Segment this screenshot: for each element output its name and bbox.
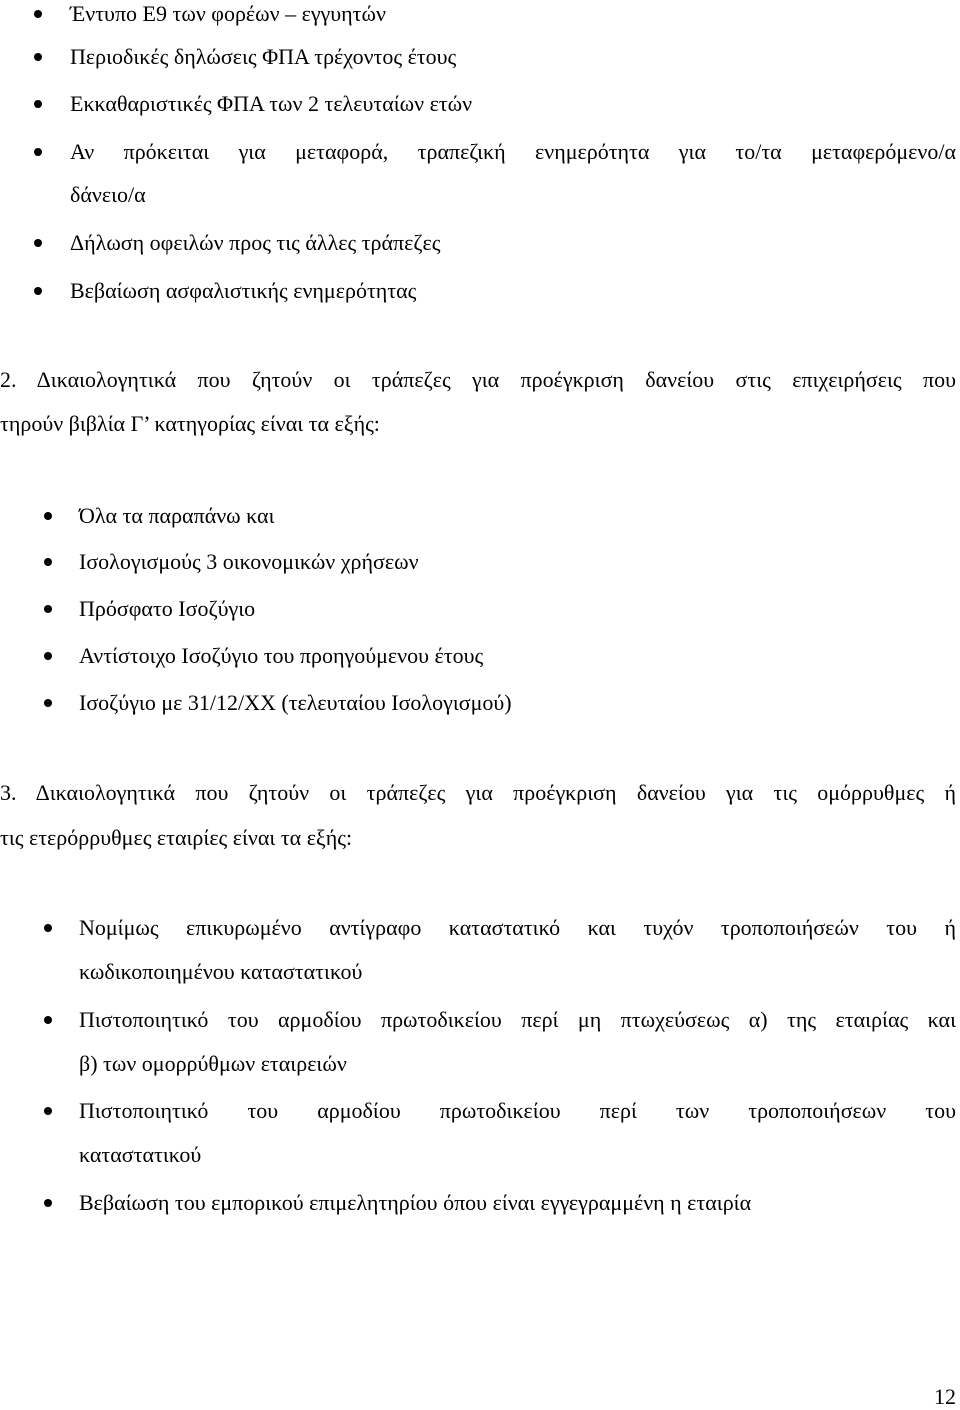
list-item: Πρόσφατο Ισοζύγιο <box>79 596 256 621</box>
bullet-icon <box>44 605 52 613</box>
list-item-continuation: κωδικοποιημένου καταστατικού <box>79 959 363 984</box>
list-item: Βεβαίωση ασφαλιστικής ενημερότητας <box>70 278 417 303</box>
bullet-icon <box>44 1107 52 1115</box>
list-item-line: Αν πρόκειται για μεταφορά, τραπεζική ενημερότητα για το/τα μεταφερόμενο/α <box>70 139 956 164</box>
list-item <box>79 1097 956 1125</box>
list-item <box>79 914 956 942</box>
list-item: Ισολογισμούς 3 οικονομικών χρήσεων <box>79 549 419 574</box>
section-3-line-2: τις ετερόρρυθμες εταιρίες είναι τα εξής: <box>0 825 353 850</box>
bullet-icon <box>44 1016 52 1024</box>
section-3-line-1: 3. Δικαιολογητικά που ζητούν οι τράπεζες για προέγκριση δανείου για τις ομόρρυθμες ή <box>0 780 956 805</box>
page-number: 12 <box>934 1384 956 1409</box>
list-item: Έντυπο Ε9 των φορέων – εγγυητών <box>70 1 386 26</box>
list-item: Εκκαθαριστικές ΦΠΑ των 2 τελευταίων ετών <box>70 91 473 116</box>
list-item-line: Πιστοποιητικό του αρμοδίου πρωτοδικείου περί μη πτωχεύσεως α) της εταιρίας και <box>79 1007 956 1032</box>
list-item: Αντίστοιχο Ισοζύγιο του προηγούμενου έτους <box>79 643 484 668</box>
list-item: Περιοδικές δηλώσεις ΦΠΑ τρέχοντος έτους <box>70 44 457 69</box>
bullet-icon <box>44 699 52 707</box>
list-item-line: Νομίμως επικυρωμένο αντίγραφο καταστατικό και τυχόν τροποποιήσεών του ή <box>79 915 956 940</box>
bullet-icon <box>34 10 42 18</box>
section-3-paragraph <box>0 779 956 807</box>
bullet-icon <box>34 239 42 247</box>
list-item-continuation: καταστατικού <box>79 1142 202 1167</box>
section-2-line-2: τηρούν βιβλία Γ’ κατηγορίας είναι τα εξής: <box>0 411 380 436</box>
bullet-icon <box>34 148 42 156</box>
list-item: Δήλωση οφειλών προς τις άλλες τράπεζες <box>70 230 441 255</box>
bullet-icon <box>44 652 52 660</box>
list-item-continuation: δάνειο/α <box>70 182 146 207</box>
list-item-continuation: β) των ομορρύθμων εταιρειών <box>79 1051 347 1076</box>
bullet-icon <box>44 512 52 520</box>
section-2-paragraph <box>0 366 956 394</box>
bullet-icon <box>34 53 42 61</box>
section-2-line-1: 2. Δικαιολογητικά που ζητούν οι τράπεζες για προέγκριση δανείου στις επιχειρήσεις που <box>0 367 956 392</box>
bullet-icon <box>44 558 52 566</box>
bullet-icon <box>34 100 42 108</box>
list-item <box>70 138 956 166</box>
list-item: Βεβαίωση του εμπορικού επιμελητηρίου όπου είναι εγγεγραμμένη η εταιρία <box>79 1190 752 1215</box>
bullet-icon <box>34 287 42 295</box>
bullet-icon <box>44 1199 52 1207</box>
list-item-line: Πιστοποιητικό του αρμοδίου πρωτοδικείου περί των τροποποιήσεων του <box>79 1098 956 1123</box>
list-item <box>79 1006 956 1034</box>
bullet-icon <box>44 924 52 932</box>
list-item: Όλα τα παραπάνω και <box>79 503 275 528</box>
list-item: Ισοζύγιο με 31/12/ΧΧ (τελευταίου Ισολογισμού) <box>79 690 512 715</box>
